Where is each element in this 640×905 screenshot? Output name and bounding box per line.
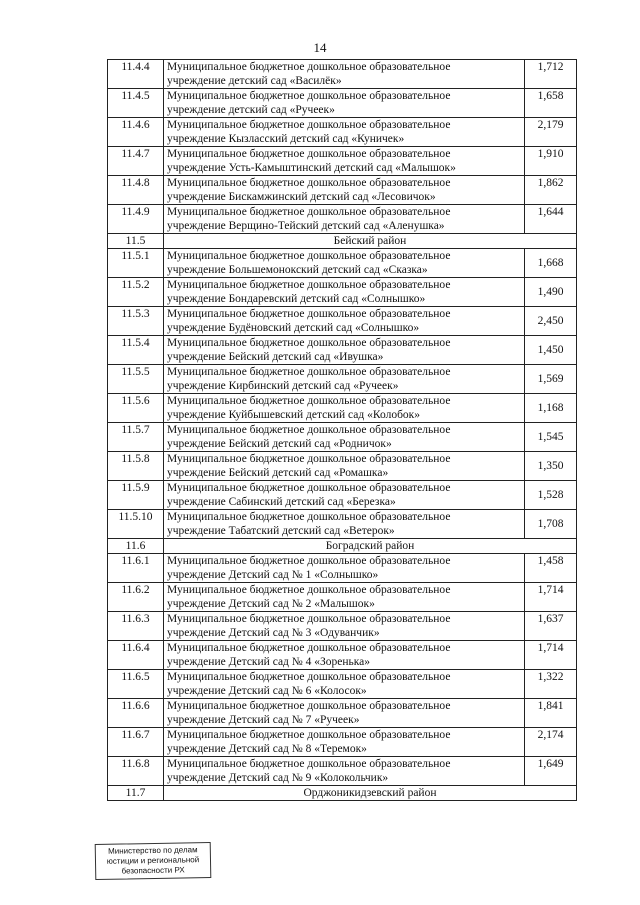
institution-name xyxy=(164,89,525,118)
section-row xyxy=(108,234,577,249)
institution-name-line: учреждение Детский сад № 3 «Одуванчик» xyxy=(167,627,380,639)
institution-name xyxy=(164,278,525,307)
institution-name-line: учреждение Бискамжинский детский сад «Лесовичок» xyxy=(167,191,436,203)
institution-name-line: Муниципальное бюджетное дошкольное образовательное xyxy=(167,758,451,770)
institution-name-line: учреждение Кирбинский детский сад «Ручеек» xyxy=(167,380,399,392)
institution-name xyxy=(164,205,525,234)
institution-name-line: учреждение Усть-Камыштинский детский сад «Малышок» xyxy=(167,162,456,174)
institution-name-line: Муниципальное бюджетное дошкольное образовательное xyxy=(167,177,451,189)
institution-name-line: Муниципальное бюджетное дошкольное образовательное xyxy=(167,148,451,160)
table-row xyxy=(108,510,577,539)
row-number: 11.4.8 xyxy=(108,176,164,205)
row-number: 11.5.2 xyxy=(108,278,164,307)
institution-name xyxy=(164,554,525,583)
section-number: 11.5 xyxy=(108,234,164,249)
institution-name-line: учреждение Детский сад № 7 «Ручеек» xyxy=(167,714,360,726)
row-number: 11.5.3 xyxy=(108,307,164,336)
table-row xyxy=(108,699,577,728)
ministry-stamp xyxy=(95,842,212,880)
institution-name-line: учреждение Детский сад № 9 «Колокольчик» xyxy=(167,772,389,784)
institution-name-line: учреждение Куйбышевский детский сад «Колобок» xyxy=(167,409,421,421)
row-number: 11.5.1 xyxy=(108,249,164,278)
row-number: 11.5.8 xyxy=(108,452,164,481)
institution-name-line: Муниципальное бюджетное дошкольное образовательное xyxy=(167,729,451,741)
table-row xyxy=(108,612,577,641)
institution-name xyxy=(164,394,525,423)
coefficient-value: 1,168 xyxy=(525,394,577,423)
institution-name-line: Муниципальное бюджетное дошкольное образовательное xyxy=(167,337,451,349)
institution-name xyxy=(164,612,525,641)
institution-name xyxy=(164,307,525,336)
institution-name xyxy=(164,670,525,699)
stamp-line: Министерство по делам xyxy=(108,845,198,856)
coefficient-value: 1,545 xyxy=(525,423,577,452)
institution-name-line: Муниципальное бюджетное дошкольное образовательное xyxy=(167,482,451,494)
institution-name-line: Муниципальное бюджетное дошкольное образовательное xyxy=(167,395,451,407)
institution-name-line: Муниципальное бюджетное дошкольное образовательное xyxy=(167,584,451,596)
institution-name-line: учреждение Верщино-Тейский детский сад «Аленушка» xyxy=(167,220,445,232)
stamp-line: юстиции и региональной xyxy=(106,855,200,866)
row-number: 11.5.9 xyxy=(108,481,164,510)
row-number: 11.6.2 xyxy=(108,583,164,612)
row-number: 11.6.3 xyxy=(108,612,164,641)
section-title: Орджоникидзевский район xyxy=(164,786,577,801)
institution-name-line: Муниципальное бюджетное дошкольное образовательное xyxy=(167,511,451,523)
coefficient-value: 1,528 xyxy=(525,481,577,510)
section-number: 11.7 xyxy=(108,786,164,801)
coefficient-value: 2,179 xyxy=(525,118,577,147)
institution-name-line: Муниципальное бюджетное дошкольное образовательное xyxy=(167,119,451,131)
row-number: 11.4.7 xyxy=(108,147,164,176)
registry-table xyxy=(107,59,577,801)
coefficient-value: 1,569 xyxy=(525,365,577,394)
institution-name-line: Муниципальное бюджетное дошкольное образовательное xyxy=(167,206,451,218)
table-row xyxy=(108,423,577,452)
institution-name-line: учреждение Детский сад № 2 «Малышок» xyxy=(167,598,375,610)
institution-name-line: учреждение Бейский детский сад «Ромашка» xyxy=(167,467,389,479)
institution-name-line: Муниципальное бюджетное дошкольное образовательное xyxy=(167,366,451,378)
row-number: 11.6.8 xyxy=(108,757,164,786)
coefficient-value: 1,458 xyxy=(525,554,577,583)
registry-table-body xyxy=(108,60,577,801)
institution-name-line: учреждение Сабинский детский сад «Березка» xyxy=(167,496,396,508)
institution-name-line: учреждение Большемонокский детский сад «Сказка» xyxy=(167,264,428,276)
institution-name xyxy=(164,176,525,205)
table-row xyxy=(108,365,577,394)
row-number: 11.5.5 xyxy=(108,365,164,394)
coefficient-value: 1,668 xyxy=(525,249,577,278)
section-row xyxy=(108,786,577,801)
institution-name-line: Муниципальное бюджетное дошкольное образовательное xyxy=(167,250,451,262)
coefficient-value: 1,708 xyxy=(525,510,577,539)
institution-name-line: Муниципальное бюджетное дошкольное образовательное xyxy=(167,90,451,102)
coefficient-value: 1,714 xyxy=(525,583,577,612)
coefficient-value: 1,712 xyxy=(525,60,577,89)
row-number: 11.6.7 xyxy=(108,728,164,757)
row-number: 11.4.5 xyxy=(108,89,164,118)
institution-name-line: учреждение Детский сад № 4 «Зоренька» xyxy=(167,656,371,668)
institution-name-line: учреждение Бейский детский сад «Ивушка» xyxy=(167,351,384,363)
institution-name-line: Муниципальное бюджетное дошкольное образовательное xyxy=(167,424,451,436)
institution-name xyxy=(164,249,525,278)
section-number: 11.6 xyxy=(108,539,164,554)
row-number: 11.4.9 xyxy=(108,205,164,234)
coefficient-value: 1,637 xyxy=(525,612,577,641)
institution-name xyxy=(164,583,525,612)
row-number: 11.6.6 xyxy=(108,699,164,728)
institution-name-line: Муниципальное бюджетное дошкольное образовательное xyxy=(167,642,451,654)
institution-name xyxy=(164,336,525,365)
institution-name xyxy=(164,118,525,147)
institution-name-line: учреждение Будёновский детский сад «Солнышко» xyxy=(167,322,420,334)
institution-name-line: учреждение Детский сад № 1 «Солнышко» xyxy=(167,569,379,581)
coefficient-value: 1,714 xyxy=(525,641,577,670)
institution-name xyxy=(164,452,525,481)
coefficient-value: 1,862 xyxy=(525,176,577,205)
table-row xyxy=(108,278,577,307)
table-row xyxy=(108,118,577,147)
institution-name-line: учреждение Кызласский детский сад «Куничек» xyxy=(167,133,405,145)
institution-name-line: Муниципальное бюджетное дошкольное образовательное xyxy=(167,279,451,291)
row-number: 11.5.10 xyxy=(108,510,164,539)
table-row xyxy=(108,205,577,234)
institution-name-line: Муниципальное бюджетное дошкольное образовательное xyxy=(167,671,451,683)
institution-name-line: Муниципальное бюджетное дошкольное образовательное xyxy=(167,613,451,625)
institution-name-line: Муниципальное бюджетное дошкольное образовательное xyxy=(167,308,451,320)
table-row xyxy=(108,670,577,699)
institution-name-line: Муниципальное бюджетное дошкольное образовательное xyxy=(167,555,451,567)
table-row xyxy=(108,394,577,423)
institution-name-line: учреждение Детский сад № 6 «Колосок» xyxy=(167,685,367,697)
section-title: Бейский район xyxy=(164,234,577,249)
stamp-line: безопасности РХ xyxy=(121,865,185,876)
table-row xyxy=(108,728,577,757)
page-number: 14 xyxy=(313,40,327,55)
institution-name-line: Муниципальное бюджетное дошкольное образовательное xyxy=(167,700,451,712)
coefficient-value: 1,644 xyxy=(525,205,577,234)
table-row xyxy=(108,176,577,205)
institution-name xyxy=(164,423,525,452)
table-row xyxy=(108,641,577,670)
table-row xyxy=(108,583,577,612)
institution-name xyxy=(164,728,525,757)
institution-name xyxy=(164,60,525,89)
coefficient-value: 1,490 xyxy=(525,278,577,307)
institution-name-line: учреждение Табатский детский сад «Ветерок» xyxy=(167,525,395,537)
row-number: 11.5.6 xyxy=(108,394,164,423)
institution-name-line: учреждение Детский сад № 8 «Теремок» xyxy=(167,743,367,755)
table-row xyxy=(108,757,577,786)
row-number: 11.4.4 xyxy=(108,60,164,89)
row-number: 11.5.7 xyxy=(108,423,164,452)
row-number: 11.6.5 xyxy=(108,670,164,699)
institution-name-line: учреждение детский сад «Ручеек» xyxy=(167,104,335,116)
row-number: 11.6.1 xyxy=(108,554,164,583)
institution-name xyxy=(164,641,525,670)
coefficient-value: 2,450 xyxy=(525,307,577,336)
row-number: 11.4.6 xyxy=(108,118,164,147)
coefficient-value: 1,350 xyxy=(525,452,577,481)
table-row xyxy=(108,147,577,176)
table-row xyxy=(108,452,577,481)
table-row xyxy=(108,307,577,336)
coefficient-value: 1,841 xyxy=(525,699,577,728)
institution-name xyxy=(164,365,525,394)
coefficient-value: 1,910 xyxy=(525,147,577,176)
coefficient-value: 1,649 xyxy=(525,757,577,786)
institution-name-line: учреждение детский сад «Василёк» xyxy=(167,75,342,87)
table-row xyxy=(108,336,577,365)
table-row xyxy=(108,60,577,89)
institution-name xyxy=(164,510,525,539)
table-row xyxy=(108,554,577,583)
row-number: 11.6.4 xyxy=(108,641,164,670)
coefficient-value: 1,322 xyxy=(525,670,577,699)
institution-name-line: учреждение Бейский детский сад «Родничок» xyxy=(167,438,392,450)
coefficient-value: 1,450 xyxy=(525,336,577,365)
institution-name-line: учреждение Бондаревский детский сад «Солнышко» xyxy=(167,293,426,305)
coefficient-value: 2,174 xyxy=(525,728,577,757)
institution-name xyxy=(164,147,525,176)
section-row xyxy=(108,539,577,554)
table-row xyxy=(108,481,577,510)
section-title: Боградский район xyxy=(164,539,577,554)
row-number: 11.5.4 xyxy=(108,336,164,365)
coefficient-value: 1,658 xyxy=(525,89,577,118)
institution-name xyxy=(164,757,525,786)
institution-name-line: Муниципальное бюджетное дошкольное образовательное xyxy=(167,61,451,73)
table-row xyxy=(108,89,577,118)
institution-name xyxy=(164,481,525,510)
institution-name xyxy=(164,699,525,728)
table-row xyxy=(108,249,577,278)
institution-name-line: Муниципальное бюджетное дошкольное образовательное xyxy=(167,453,451,465)
